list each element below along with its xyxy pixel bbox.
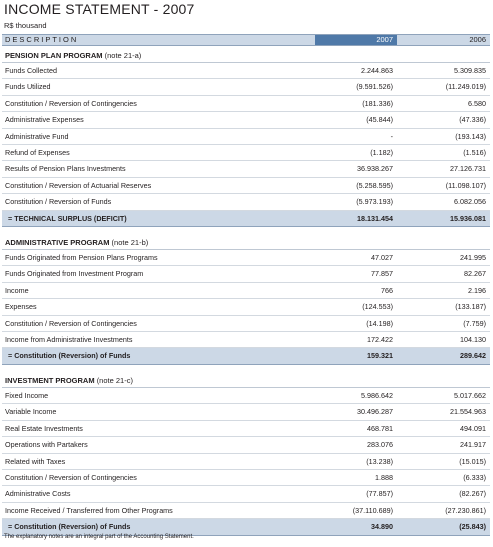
value-2007: - bbox=[390, 131, 393, 141]
row-label: Funds Utilized bbox=[5, 82, 51, 92]
table-row bbox=[2, 332, 490, 348]
value-2006: 6.580 bbox=[468, 98, 486, 108]
row-label: Income Received / Transferred from Other Programs bbox=[5, 505, 173, 515]
value-2007: 283.076 bbox=[367, 440, 393, 450]
row-label: Constitution / Reversion of Contingencies bbox=[5, 98, 137, 108]
section-note: (note 21-b) bbox=[111, 238, 149, 247]
value-2007: 468.781 bbox=[367, 423, 393, 433]
section-title-text: ADMINISTRATIVE PROGRAM bbox=[5, 238, 110, 247]
value-2007: 2.244.863 bbox=[361, 66, 393, 75]
value-2007: 36.938.267 bbox=[357, 164, 393, 174]
section-title-text: PENSION PLAN PROGRAM bbox=[5, 51, 103, 60]
year-2006-header: 2006 bbox=[469, 35, 486, 44]
row-label: Operations with Partakers bbox=[5, 440, 88, 450]
total-label: = Constitution (Reversion) of Funds bbox=[8, 351, 131, 361]
value-2006: (133.187) bbox=[455, 302, 486, 312]
value-2006: 6.082.056 bbox=[454, 197, 486, 207]
value-2006: 21.554.963 bbox=[450, 407, 486, 417]
value-2007: (1.182) bbox=[370, 147, 393, 157]
section-title bbox=[2, 374, 490, 388]
table-row bbox=[2, 503, 490, 519]
row-label: Funds Originated from Investment Program bbox=[5, 269, 144, 279]
table-row bbox=[2, 194, 490, 210]
table-row bbox=[2, 129, 490, 145]
value-2006: 494.091 bbox=[460, 423, 486, 433]
value-2006: (11.249.019) bbox=[445, 82, 486, 92]
year-2007-header: 2007 bbox=[315, 35, 397, 45]
pension-plan-section bbox=[2, 49, 490, 227]
table-row bbox=[2, 404, 490, 420]
row-label: Constitution / Reversion of Contingencies bbox=[5, 472, 137, 482]
total-label: = TECHNICAL SURPLUS (DEFICIT) bbox=[8, 213, 127, 223]
table-row bbox=[2, 79, 490, 95]
value-2006: 241.995 bbox=[460, 253, 486, 262]
section-title bbox=[2, 236, 490, 250]
row-label: Funds Originated from Pension Plans Programs bbox=[5, 253, 158, 262]
value-2007: 47.027 bbox=[371, 253, 393, 262]
table-row bbox=[2, 454, 490, 470]
row-label: Variable Income bbox=[5, 407, 57, 417]
total-value-2007: 18.131.454 bbox=[357, 213, 393, 223]
value-2007: (5.258.595) bbox=[356, 180, 393, 190]
row-label: Refund of Expenses bbox=[5, 147, 70, 157]
row-label: Constitution / Reversion of Contingencies bbox=[5, 318, 137, 328]
value-2007: (181.336) bbox=[362, 98, 393, 108]
table-row bbox=[2, 250, 490, 266]
value-2006: 27.126.731 bbox=[450, 164, 486, 174]
table-row bbox=[2, 486, 490, 502]
value-2006: (11.098.107) bbox=[445, 180, 486, 190]
value-2006: 241.917 bbox=[460, 440, 486, 450]
column-header bbox=[2, 34, 490, 46]
table-row bbox=[2, 161, 490, 177]
value-2006: (7.759) bbox=[463, 318, 486, 328]
currency-unit: R$ thousand bbox=[4, 21, 47, 30]
value-2007: (77.857) bbox=[366, 489, 393, 499]
row-label: Results of Pension Plans Investments bbox=[5, 164, 126, 174]
value-2006: (27.230.861) bbox=[445, 505, 486, 515]
value-2007: 1.888 bbox=[375, 472, 393, 482]
value-2006: (1.516) bbox=[463, 147, 486, 157]
table-row bbox=[2, 178, 490, 194]
value-2006: (15.015) bbox=[459, 456, 486, 466]
table-row bbox=[2, 266, 490, 282]
total-row bbox=[2, 211, 490, 227]
row-label: Expenses bbox=[5, 302, 37, 312]
row-label: Constitution / Reversion of Funds bbox=[5, 197, 112, 207]
value-2007: 766 bbox=[381, 285, 393, 295]
value-2007: (13.238) bbox=[366, 456, 393, 466]
value-2006: 82.267 bbox=[464, 269, 486, 279]
section-note: (note 21-c) bbox=[96, 376, 133, 385]
value-2007: (5.973.193) bbox=[356, 197, 393, 207]
value-2006: (193.143) bbox=[455, 131, 486, 141]
row-label: Related with Taxes bbox=[5, 456, 66, 466]
total-value-2006: 289.642 bbox=[460, 351, 486, 361]
value-2006: (82.267) bbox=[459, 489, 486, 499]
total-value-2007: 159.321 bbox=[367, 351, 393, 361]
table-row bbox=[2, 437, 490, 453]
value-2007: 5.986.642 bbox=[361, 391, 393, 400]
row-label: Funds Collected bbox=[5, 66, 57, 75]
table-row bbox=[2, 283, 490, 299]
value-2006: 5.017.662 bbox=[454, 391, 486, 400]
table-row bbox=[2, 112, 490, 128]
value-2006: 5.309.835 bbox=[454, 66, 486, 75]
value-2007: (37.110.689) bbox=[352, 505, 393, 515]
value-2007: 77.857 bbox=[371, 269, 393, 279]
row-label: Income from Administrative Investments bbox=[5, 334, 133, 344]
value-2006: 2.196 bbox=[468, 285, 486, 295]
table-row bbox=[2, 145, 490, 161]
value-2007: 30.496.287 bbox=[357, 407, 393, 417]
total-value-2006: (25.843) bbox=[459, 522, 486, 532]
value-2006: (6.333) bbox=[463, 472, 486, 482]
row-label: Fixed Income bbox=[5, 391, 49, 400]
table-row bbox=[2, 388, 490, 404]
row-label: Administrative Fund bbox=[5, 131, 69, 141]
table-row bbox=[2, 316, 490, 332]
table-row bbox=[2, 470, 490, 486]
row-label: Administrative Expenses bbox=[5, 115, 84, 125]
value-2006: 104.130 bbox=[460, 334, 486, 344]
total-value-2006: 15.936.081 bbox=[450, 213, 486, 223]
total-value-2007: 34.890 bbox=[371, 522, 393, 532]
value-2007: (14.198) bbox=[366, 318, 393, 328]
total-row bbox=[2, 348, 490, 364]
footnote: The explanatory notes are an integral part of the Accounting Statement. bbox=[4, 534, 194, 540]
description-header: DESCRIPTION bbox=[5, 35, 79, 44]
table-row bbox=[2, 63, 490, 79]
investment-section bbox=[2, 374, 490, 536]
table-row bbox=[2, 299, 490, 315]
section-note: (note 21-a) bbox=[104, 51, 142, 60]
value-2007: (45.844) bbox=[366, 115, 393, 125]
table-row bbox=[2, 96, 490, 112]
section-title bbox=[2, 49, 490, 63]
page-title: INCOME STATEMENT - 2007 bbox=[4, 1, 195, 17]
section-title-text: INVESTMENT PROGRAM bbox=[5, 376, 95, 385]
value-2007: (9.591.526) bbox=[356, 82, 393, 92]
row-label: Real Estate Investments bbox=[5, 423, 83, 433]
value-2007: 172.422 bbox=[367, 334, 393, 344]
table-row bbox=[2, 421, 490, 437]
row-label: Income bbox=[5, 285, 29, 295]
row-label: Administrative Costs bbox=[5, 489, 71, 499]
total-label: = Constitution (Reversion) of Funds bbox=[8, 522, 131, 532]
value-2006: (47.336) bbox=[459, 115, 486, 125]
row-label: Constitution / Reversion of Actuarial Reserves bbox=[5, 180, 152, 190]
value-2007: (124.553) bbox=[362, 302, 393, 312]
administrative-section bbox=[2, 236, 490, 365]
